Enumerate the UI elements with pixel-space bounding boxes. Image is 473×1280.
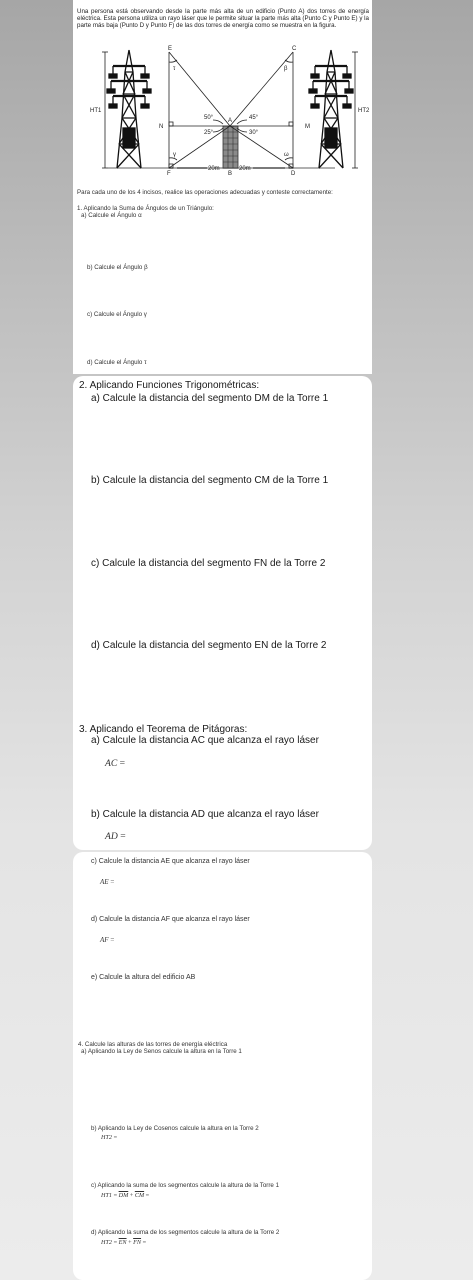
intro-text: Una persona está observando desde la parte más alta de un edificio (Punto A) dos torres de energía eléctrica. Esta persona utiliza un rayo láser que le permite situar la parte más alta (Punto C y Punto E) y la parte más baja (Punto D y Punto F) de las dos torres de energía como se muestra en la figura. <box>77 8 369 29</box>
problem-card <box>73 0 372 374</box>
distance-left: 20m <box>208 166 220 172</box>
questions-card-2-3 <box>73 376 372 850</box>
angle-tau: τ <box>173 66 176 72</box>
angle-beta: β <box>284 66 288 72</box>
var-ht1: HT1 <box>101 1192 113 1199</box>
questions-card-3-4 <box>73 852 372 1280</box>
s4-item-d: d) Aplicando la suma de los segmentos calcule la altura de la Torre 2 <box>91 1229 280 1236</box>
towers-figure <box>73 44 372 177</box>
equals-sign: = <box>110 936 115 944</box>
section-1-title: 1. Aplicando la Suma de Ángulos de un Triángulo: <box>77 205 214 212</box>
point-f: F <box>167 171 171 177</box>
var-ac: AC <box>105 758 118 769</box>
s3-item-b: b) Calcule la distancia AD que alcanza el rayo láser <box>91 809 319 820</box>
plus-sign: + <box>128 1239 132 1246</box>
point-n: N <box>159 124 164 130</box>
equals-sign: = <box>110 878 115 886</box>
segment-en: $\overline{EN}$ <box>118 1239 127 1246</box>
s4-item-a: a) Aplicando la Ley de Senos calcule la altura en la Torre 1 <box>81 1048 242 1055</box>
s2-item-d: d) Calcule la distancia del segmento EN de la Torre 2 <box>91 640 327 651</box>
s4-item-b: b) Aplicando la Ley de Cosenos calcule la altura en la Torre 2 <box>91 1125 259 1132</box>
equals-sign: = <box>113 1192 118 1199</box>
point-b: B <box>228 171 233 177</box>
var-ae: AE <box>100 878 109 886</box>
s1-item-b: b) Calcule el Ángulo β <box>87 264 148 271</box>
segment-dm: $\overline{DM}$ <box>118 1192 129 1199</box>
equals-sign: = <box>113 1239 118 1246</box>
plus-sign: + <box>129 1192 134 1199</box>
var-ht2: HT2 <box>101 1134 113 1141</box>
formula-ht2-sum <box>101 1239 146 1246</box>
label-ht2: HT2 <box>358 108 370 114</box>
point-c: C <box>292 46 297 52</box>
tower-2-icon <box>309 50 353 168</box>
equals-sign: = <box>120 831 126 842</box>
formula-ac <box>105 758 125 769</box>
point-e: E <box>168 46 173 52</box>
formula-ae <box>100 878 114 886</box>
s3-item-c: c) Calcule la distancia AE que alcanza el rayo láser <box>91 858 250 865</box>
equals-sign: = <box>113 1134 118 1141</box>
formula-ht2 <box>101 1134 117 1141</box>
point-d: D <box>291 171 296 177</box>
formula-ht1-sum <box>101 1192 149 1199</box>
s3-item-d: d) Calcule la distancia AF que alcanza el rayo láser <box>91 916 250 923</box>
equals-sign: = <box>145 1192 150 1199</box>
point-m: M <box>305 124 310 130</box>
equals-sign: = <box>119 758 126 769</box>
s2-item-b: b) Calcule la distancia del segmento CM de la Torre 1 <box>91 475 329 486</box>
segment-fn: $\overline{FN}$ <box>133 1239 142 1246</box>
angle-omega: ω <box>284 152 289 158</box>
var-af: AF <box>100 936 109 944</box>
s3-item-e: e) Calcule la altura del edificio AB <box>91 974 196 981</box>
equals-sign: = <box>142 1239 147 1246</box>
angle-gamma: γ <box>173 152 176 158</box>
s1-item-a: a) Calcule el Ángulo α <box>81 212 142 219</box>
formula-ad <box>105 831 126 842</box>
section-3-title: 3. Aplicando el Teorema de Pitágoras: <box>79 724 248 735</box>
tower-1-icon <box>107 50 151 168</box>
distance-right: 20m <box>239 166 251 172</box>
s3-item-a: a) Calcule la distancia AC que alcanza el rayo láser <box>91 735 319 746</box>
angle-50: 50° <box>204 115 214 121</box>
instructions-line: Para cada uno de los 4 incisos, realice las operaciones adecuadas y conteste correctamente: <box>77 189 333 196</box>
segment-cm: $\overline{CM}$ <box>134 1192 145 1199</box>
s2-item-a: a) Calcule la distancia del segmento DM de la Torre 1 <box>91 393 329 404</box>
building-icon <box>223 126 238 168</box>
s4-item-c: c) Aplicando la suma de los segmentos calcule la altura de la Torre 1 <box>91 1182 280 1189</box>
section-4-title: 4. Calcule las alturas de las torres de energía eléctrica <box>78 1041 228 1048</box>
s2-item-c: c) Calcule la distancia del segmento FN de la Torre 2 <box>91 558 326 569</box>
label-ht1: HT1 <box>90 108 102 114</box>
var-ht2: HT2 <box>101 1239 113 1246</box>
s1-item-c: c) Calcule el Ángulo γ <box>87 311 147 318</box>
angle-25: 25° <box>204 130 214 136</box>
s1-item-d: d) Calcule el Ángulo τ <box>87 359 147 366</box>
point-a: A <box>228 118 233 124</box>
angle-30: 30° <box>249 130 259 136</box>
angle-45: 45° <box>249 115 259 121</box>
formula-af <box>100 936 114 944</box>
var-ad: AD <box>105 831 118 842</box>
section-2-title: 2. Aplicando Funciones Trigonométricas: <box>79 380 260 391</box>
